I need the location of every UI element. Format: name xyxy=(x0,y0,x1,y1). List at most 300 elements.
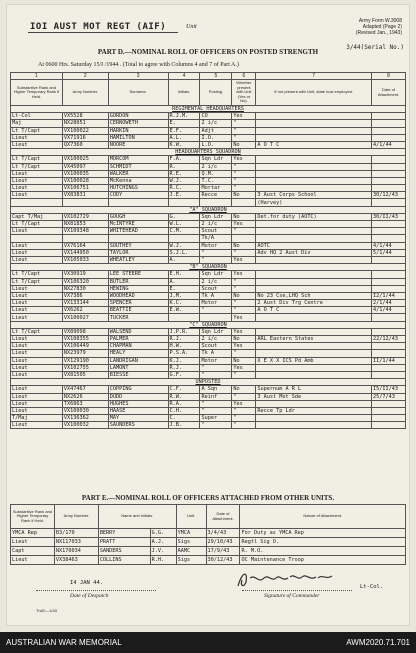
table-cell: " xyxy=(232,371,256,378)
table-cell: " xyxy=(232,177,256,184)
table-cell: LEE STEERE xyxy=(108,271,168,278)
table-cell: Supernum A R L xyxy=(256,386,372,393)
table-cell: HUTCHINGS xyxy=(108,185,168,192)
table-row xyxy=(11,415,406,422)
table-cell: VX102729 xyxy=(62,213,108,220)
table-cell: VX5528 xyxy=(62,113,108,120)
table-cell: R.C. xyxy=(168,185,200,192)
table-cell: SAUNDERS xyxy=(108,422,168,429)
table-cell: Yes xyxy=(232,343,256,350)
table-row xyxy=(11,336,406,343)
attached-row xyxy=(11,547,406,556)
table-cell: Mortar xyxy=(200,185,232,192)
table-row xyxy=(11,177,406,184)
table-cell: 30/12/43 xyxy=(372,192,406,199)
table-cell: HEALY xyxy=(108,350,168,357)
table-cell: VX108355 xyxy=(62,336,108,343)
table-cell xyxy=(256,350,372,357)
column-header: Surname. xyxy=(108,80,168,106)
table-cell: SANDERS xyxy=(98,547,150,556)
unit-underline xyxy=(28,32,178,33)
table-cell xyxy=(256,163,372,170)
table-row xyxy=(11,300,406,307)
table-cell: VX45097 xyxy=(62,163,108,170)
table-cell: VX30919 xyxy=(62,271,108,278)
table-cell xyxy=(372,422,406,429)
table-cell xyxy=(372,285,406,292)
table-cell: Lieut xyxy=(11,249,63,256)
table-cell: Capt T/Maj xyxy=(11,213,63,220)
table-row xyxy=(11,393,406,400)
table-cell: Super xyxy=(200,415,232,422)
table-cell: Sqn Ldr xyxy=(200,271,232,278)
table-cell: OC Maintenance Troop xyxy=(240,556,406,565)
column-header: If not present with Unit, state how employed. xyxy=(256,80,372,106)
table-row xyxy=(11,113,406,120)
table-cell xyxy=(256,235,372,242)
table-cell xyxy=(11,199,63,206)
table-cell: E.F. xyxy=(168,127,200,134)
section-heading: REGIMENTAL HEADQUARTERS xyxy=(11,106,406,113)
section-heading-row xyxy=(11,149,406,156)
column-header: Whether present with Unit (Yes or No). xyxy=(232,80,256,106)
attached-column-header: Army Number. xyxy=(54,505,98,529)
table-cell xyxy=(372,199,406,206)
table-cell xyxy=(256,113,372,120)
table-cell xyxy=(256,228,372,235)
table-cell xyxy=(256,343,372,350)
table-cell: Yes xyxy=(232,328,256,335)
table-cell: Lieut xyxy=(11,300,63,307)
column-number: 5 xyxy=(200,73,232,80)
table-cell xyxy=(372,228,406,235)
table-cell: NX170034 xyxy=(54,547,98,556)
table-cell: K.J. xyxy=(168,357,200,364)
table-cell: Lieut xyxy=(11,343,63,350)
table-cell xyxy=(256,285,372,292)
table-cell: T.C. xyxy=(200,177,232,184)
part-d-title: PART D.—NOMINAL ROLL OF OFFICERS ON POSTED STRENGTH xyxy=(97,48,319,56)
table-cell: Lt T/Capt xyxy=(11,163,63,170)
table-cell: VX100032 xyxy=(62,422,108,429)
table-cell: Lieut xyxy=(11,538,55,547)
table-cell: Scout xyxy=(200,228,232,235)
table-cell: F.A. xyxy=(168,156,200,163)
table-cell: Lieut xyxy=(11,185,63,192)
table-cell: CODY xyxy=(108,192,168,199)
table-row xyxy=(11,407,406,414)
column-header: Initials. xyxy=(168,80,200,106)
table-cell: Yes xyxy=(232,400,256,407)
table-cell: Lieut xyxy=(11,386,63,393)
table-cell: Yes xyxy=(232,314,256,321)
table-cell xyxy=(256,328,372,335)
table-cell: WALSEND xyxy=(108,328,168,335)
table-cell: Lieut xyxy=(11,307,63,314)
table-cell xyxy=(372,134,406,141)
table-cell: Lieut xyxy=(11,256,63,263)
section-heading: "C" SQUADRON xyxy=(11,321,406,328)
table-cell xyxy=(62,199,108,206)
table-cell: " xyxy=(232,422,256,429)
table-cell: G. xyxy=(168,213,200,220)
table-cell xyxy=(372,127,406,134)
table-row xyxy=(11,213,406,220)
table-cell: Scout xyxy=(200,343,232,350)
table-cell: Lt T/Capt xyxy=(11,221,63,228)
table-cell: Lt T/Capt xyxy=(11,127,63,134)
table-row xyxy=(11,185,406,192)
unit-name: IOI AUST MOT REGT (AIF) xyxy=(30,22,167,32)
table-cell: No 23 Cse,LHQ Sch xyxy=(256,292,372,299)
table-cell xyxy=(256,364,372,371)
table-cell: Lieut xyxy=(11,192,63,199)
table-cell: VX106320 xyxy=(62,278,108,285)
table-cell xyxy=(232,199,256,206)
column-header: Army Number. xyxy=(62,80,108,106)
table-cell xyxy=(256,120,372,127)
despatch-date: I4 JAN 44. xyxy=(70,580,104,586)
table-cell: 2 i/c xyxy=(200,278,232,285)
table-cell: VX129190 xyxy=(62,357,108,364)
table-cell: VX76164 xyxy=(62,242,108,249)
archive-name: AUSTRALIAN WAR MEMORIAL xyxy=(6,638,122,647)
table-cell xyxy=(372,170,406,177)
table-cell: Lieut xyxy=(11,556,55,565)
table-cell: VX109348 xyxy=(62,228,108,235)
table-cell: AOTC xyxy=(256,242,372,249)
column-header-row xyxy=(11,80,406,106)
table-cell: VX7386 xyxy=(62,292,108,299)
table-cell: HEWING xyxy=(108,285,168,292)
table-cell: Yes xyxy=(232,156,256,163)
table-cell: R. xyxy=(168,163,200,170)
table-row xyxy=(11,307,406,314)
section-heading-row xyxy=(11,379,406,386)
table-cell: BUTLER xyxy=(108,278,168,285)
table-cell: PALMER xyxy=(108,336,168,343)
table-cell: Lieut xyxy=(11,314,63,321)
table-cell: VX100027 xyxy=(62,314,108,321)
table-cell: " xyxy=(232,407,256,414)
table-cell: HARKIN xyxy=(108,127,168,134)
table-row xyxy=(11,249,406,256)
table-cell: ARL Eastern States xyxy=(256,336,372,343)
table-cell: C.F. xyxy=(168,386,200,393)
table-cell xyxy=(256,314,372,321)
table-cell: VX100022 xyxy=(62,127,108,134)
table-cell: Recce xyxy=(200,192,232,199)
table-cell: R. M.O. xyxy=(240,547,406,556)
table-cell: 2 Aust Div Trg Centre xyxy=(256,300,372,307)
table-cell: WHEATLEY xyxy=(108,256,168,263)
table-cell: E. xyxy=(168,285,200,292)
table-cell xyxy=(200,314,232,321)
table-cell: VX100030 xyxy=(62,407,108,414)
table-row xyxy=(11,221,406,228)
table-cell xyxy=(256,271,372,278)
table-row xyxy=(11,364,406,371)
table-cell: Yes xyxy=(232,256,256,263)
table-cell: TX6863 xyxy=(62,400,108,407)
table-cell: J.V. xyxy=(150,547,176,556)
table-cell: NX28051 xyxy=(62,120,108,127)
table-cell: Lieut xyxy=(11,350,63,357)
table-cell: Lieut xyxy=(11,371,63,378)
table-cell: No xyxy=(232,292,256,299)
table-cell: NX23979 xyxy=(62,350,108,357)
table-cell xyxy=(372,314,406,321)
table-cell: G.G. xyxy=(150,529,176,538)
table-cell: C.M. xyxy=(168,228,200,235)
table-cell: J.P.R. xyxy=(168,328,200,335)
table-cell: QX7360 xyxy=(62,141,108,148)
table-cell: No xyxy=(232,336,256,343)
table-cell: Motor xyxy=(200,300,232,307)
attached-column-header: Nature of Attachment. xyxy=(240,505,406,529)
table-cell xyxy=(11,235,63,242)
table-cell: NX27830 xyxy=(62,285,108,292)
table-cell: HAASE xyxy=(108,407,168,414)
table-cell: B3/170 xyxy=(54,529,98,538)
roll-date-line: At 0600 Hrs. Saturday 15/I /1944 . (Total to agree with Columns 4 and 7 of Part A.) xyxy=(38,62,239,68)
table-cell xyxy=(108,235,168,242)
section-heading: HEADQUARTERS SQUADRON xyxy=(11,149,406,156)
table-cell xyxy=(200,199,232,206)
commander-signature xyxy=(232,568,342,590)
column-number: 7 xyxy=(256,73,372,80)
table-cell: W.L. xyxy=(168,221,200,228)
attached-row xyxy=(11,556,406,565)
table-cell: 30/II/43 xyxy=(372,213,406,220)
table-cell xyxy=(372,343,406,350)
table-cell: VX100035 xyxy=(62,170,108,177)
table-cell xyxy=(372,221,406,228)
table-cell: VX38463 xyxy=(54,556,98,565)
table-cell: Lieut xyxy=(11,393,63,400)
table-cell: Lt T/Capt xyxy=(11,328,63,335)
table-row xyxy=(11,400,406,407)
table-cell xyxy=(372,185,406,192)
table-cell: VX106449 xyxy=(62,343,108,350)
table-cell: " xyxy=(232,285,256,292)
table-cell: Lt-Col xyxy=(11,113,63,120)
table-cell: J.B. xyxy=(168,422,200,429)
table-row xyxy=(11,343,406,350)
table-cell xyxy=(372,120,406,127)
table-cell xyxy=(372,271,406,278)
table-row xyxy=(11,141,406,148)
table-cell: Lieut xyxy=(11,177,63,184)
table-cell: " xyxy=(200,407,232,414)
table-cell: Lt T/Capt xyxy=(11,278,63,285)
table-row xyxy=(11,371,406,378)
table-cell: A O T C xyxy=(256,141,372,148)
column-header: Substantive Rank and Higher Temporary Rank if Held. xyxy=(11,80,63,106)
table-cell: NX117033 xyxy=(54,538,98,547)
printer-ref: Tnt2/—1/43 xyxy=(36,608,57,613)
table-cell: C.H. xyxy=(168,407,200,414)
table-cell: SOUTHEY xyxy=(108,242,168,249)
table-row xyxy=(11,256,406,263)
table-row xyxy=(11,242,406,249)
table-cell: Adjt xyxy=(200,127,232,134)
table-cell: VX6262 xyxy=(62,307,108,314)
table-cell: No xyxy=(232,141,256,148)
table-cell: 2 i/c xyxy=(200,336,232,343)
table-cell xyxy=(256,400,372,407)
table-cell: Capt xyxy=(11,547,55,556)
table-cell: Yes xyxy=(232,113,256,120)
table-cell: " xyxy=(200,371,232,378)
table-row xyxy=(11,422,406,429)
table-cell: SPENCER xyxy=(108,300,168,307)
table-cell: Lieut xyxy=(11,336,63,343)
table-row xyxy=(11,386,406,393)
table-cell: J.E. xyxy=(168,192,200,199)
table-cell: VX100025 xyxy=(62,156,108,163)
table-cell: NX81853 xyxy=(62,221,108,228)
table-row xyxy=(11,314,406,321)
table-cell: 4/1/44 xyxy=(372,242,406,249)
table-cell: 3 Aust Mot Sde xyxy=(256,393,372,400)
table-cell: K.W. xyxy=(168,141,200,148)
table-cell xyxy=(372,163,406,170)
attached-column-header: Substantive Rank and Higher Temporary Rank if Held. xyxy=(11,505,55,529)
table-cell: McKenna xyxy=(108,177,168,184)
table-cell: " xyxy=(232,163,256,170)
table-cell xyxy=(108,199,168,206)
table-cell: " xyxy=(232,228,256,235)
table-cell: MAY xyxy=(108,415,168,422)
army-form-line: Adapted (Page 2) xyxy=(362,24,402,30)
table-cell xyxy=(256,371,372,378)
table-cell xyxy=(168,199,200,206)
table-cell: DUDD xyxy=(108,393,168,400)
table-cell: Sigs xyxy=(176,556,206,565)
table-cell: GOUGH xyxy=(108,213,168,220)
table-cell: " xyxy=(232,307,256,314)
table-cell: Lieut xyxy=(11,292,63,299)
form-sheet xyxy=(6,4,410,626)
army-form-line: Army Form W.3008 xyxy=(358,18,402,24)
table-cell: BIESSE xyxy=(108,371,168,378)
table-cell: VX133144 xyxy=(62,300,108,307)
table-row xyxy=(11,292,406,299)
commander-rank: Lt-Col. xyxy=(360,584,384,590)
table-cell: CERNOWETH xyxy=(108,120,168,127)
table-cell: " xyxy=(232,120,256,127)
table-row xyxy=(11,199,406,206)
table-cell: " xyxy=(200,364,232,371)
table-cell: E.W. xyxy=(168,307,200,314)
section-heading-row xyxy=(11,206,406,213)
column-number: 8 xyxy=(372,73,406,80)
table-cell: " xyxy=(200,422,232,429)
table-cell: 4/1/44 xyxy=(372,307,406,314)
section-heading: "B" SQUADRON xyxy=(11,264,406,271)
table-cell: Lieut xyxy=(11,170,63,177)
table-cell: A Sqn xyxy=(200,386,232,393)
table-row xyxy=(11,271,406,278)
table-cell: II/1/44 xyxy=(372,357,406,364)
table-cell: Tk A xyxy=(200,350,232,357)
table-cell: LANDRIGAN xyxy=(108,357,168,364)
table-cell: WALKER xyxy=(108,170,168,177)
table-row xyxy=(11,278,406,285)
table-cell: VX83831 xyxy=(62,192,108,199)
table-cell: HUGHES xyxy=(108,400,168,407)
table-cell: " xyxy=(200,249,232,256)
table-cell xyxy=(256,127,372,134)
table-cell: COPPING xyxy=(108,386,168,393)
attached-column-header: Unit. xyxy=(176,505,206,529)
table-cell: " xyxy=(232,278,256,285)
table-cell: MORCOM xyxy=(108,156,168,163)
column-number: 6 xyxy=(232,73,256,80)
table-cell: T/Maj xyxy=(11,415,63,422)
table-cell: 2 i/c xyxy=(200,120,232,127)
column-number: 1 xyxy=(11,73,63,80)
table-row xyxy=(11,120,406,127)
table-cell: LAMONT xyxy=(108,364,168,371)
table-cell: VX102755 xyxy=(62,364,108,371)
table-row xyxy=(11,163,406,170)
despatch-label: Date of Despatch xyxy=(70,593,109,599)
table-cell: VX106751 xyxy=(62,185,108,192)
table-cell: Lieut xyxy=(11,407,63,414)
column-header: Date of Attachment. xyxy=(372,80,406,106)
section-heading-row xyxy=(11,106,406,113)
table-cell xyxy=(168,314,200,321)
table-row xyxy=(11,235,406,242)
table-cell: Regtl Sig O. xyxy=(240,538,406,547)
table-cell: E. xyxy=(168,120,200,127)
attached-row xyxy=(11,538,406,547)
section-heading: "A" SQUADRON xyxy=(11,206,406,213)
attached-row xyxy=(11,529,406,538)
table-row xyxy=(11,285,406,292)
table-cell xyxy=(256,170,372,177)
table-cell xyxy=(372,156,406,163)
table-cell: " xyxy=(232,127,256,134)
table-cell: Sqn Ldr xyxy=(200,156,232,163)
table-cell: R.W. xyxy=(168,393,200,400)
table-cell: 29/10/43 xyxy=(206,538,240,547)
army-form-line: (Revised Jan., 1943) xyxy=(355,30,402,36)
table-cell xyxy=(168,235,200,242)
table-row xyxy=(11,328,406,335)
table-cell: 5/1/44 xyxy=(372,249,406,256)
table-cell: S.J.L. xyxy=(168,249,200,256)
table-row xyxy=(11,156,406,163)
table-cell: Sigs xyxy=(176,538,206,547)
army-form-ref xyxy=(356,18,402,36)
table-cell: Motor xyxy=(200,357,232,364)
table-cell: McINTYRE xyxy=(108,221,168,228)
table-cell: VX89098 xyxy=(62,328,108,335)
table-cell: I2/1/44 xyxy=(372,292,406,299)
table-cell xyxy=(372,328,406,335)
table-row xyxy=(11,350,406,357)
officers-posted-table xyxy=(10,72,406,429)
table-cell: W.J. xyxy=(168,242,200,249)
table-cell xyxy=(256,134,372,141)
table-cell: R.J. xyxy=(168,336,200,343)
table-cell xyxy=(372,371,406,378)
table-cell: A.J. xyxy=(150,538,176,547)
table-cell: TAYLOR xyxy=(108,249,168,256)
